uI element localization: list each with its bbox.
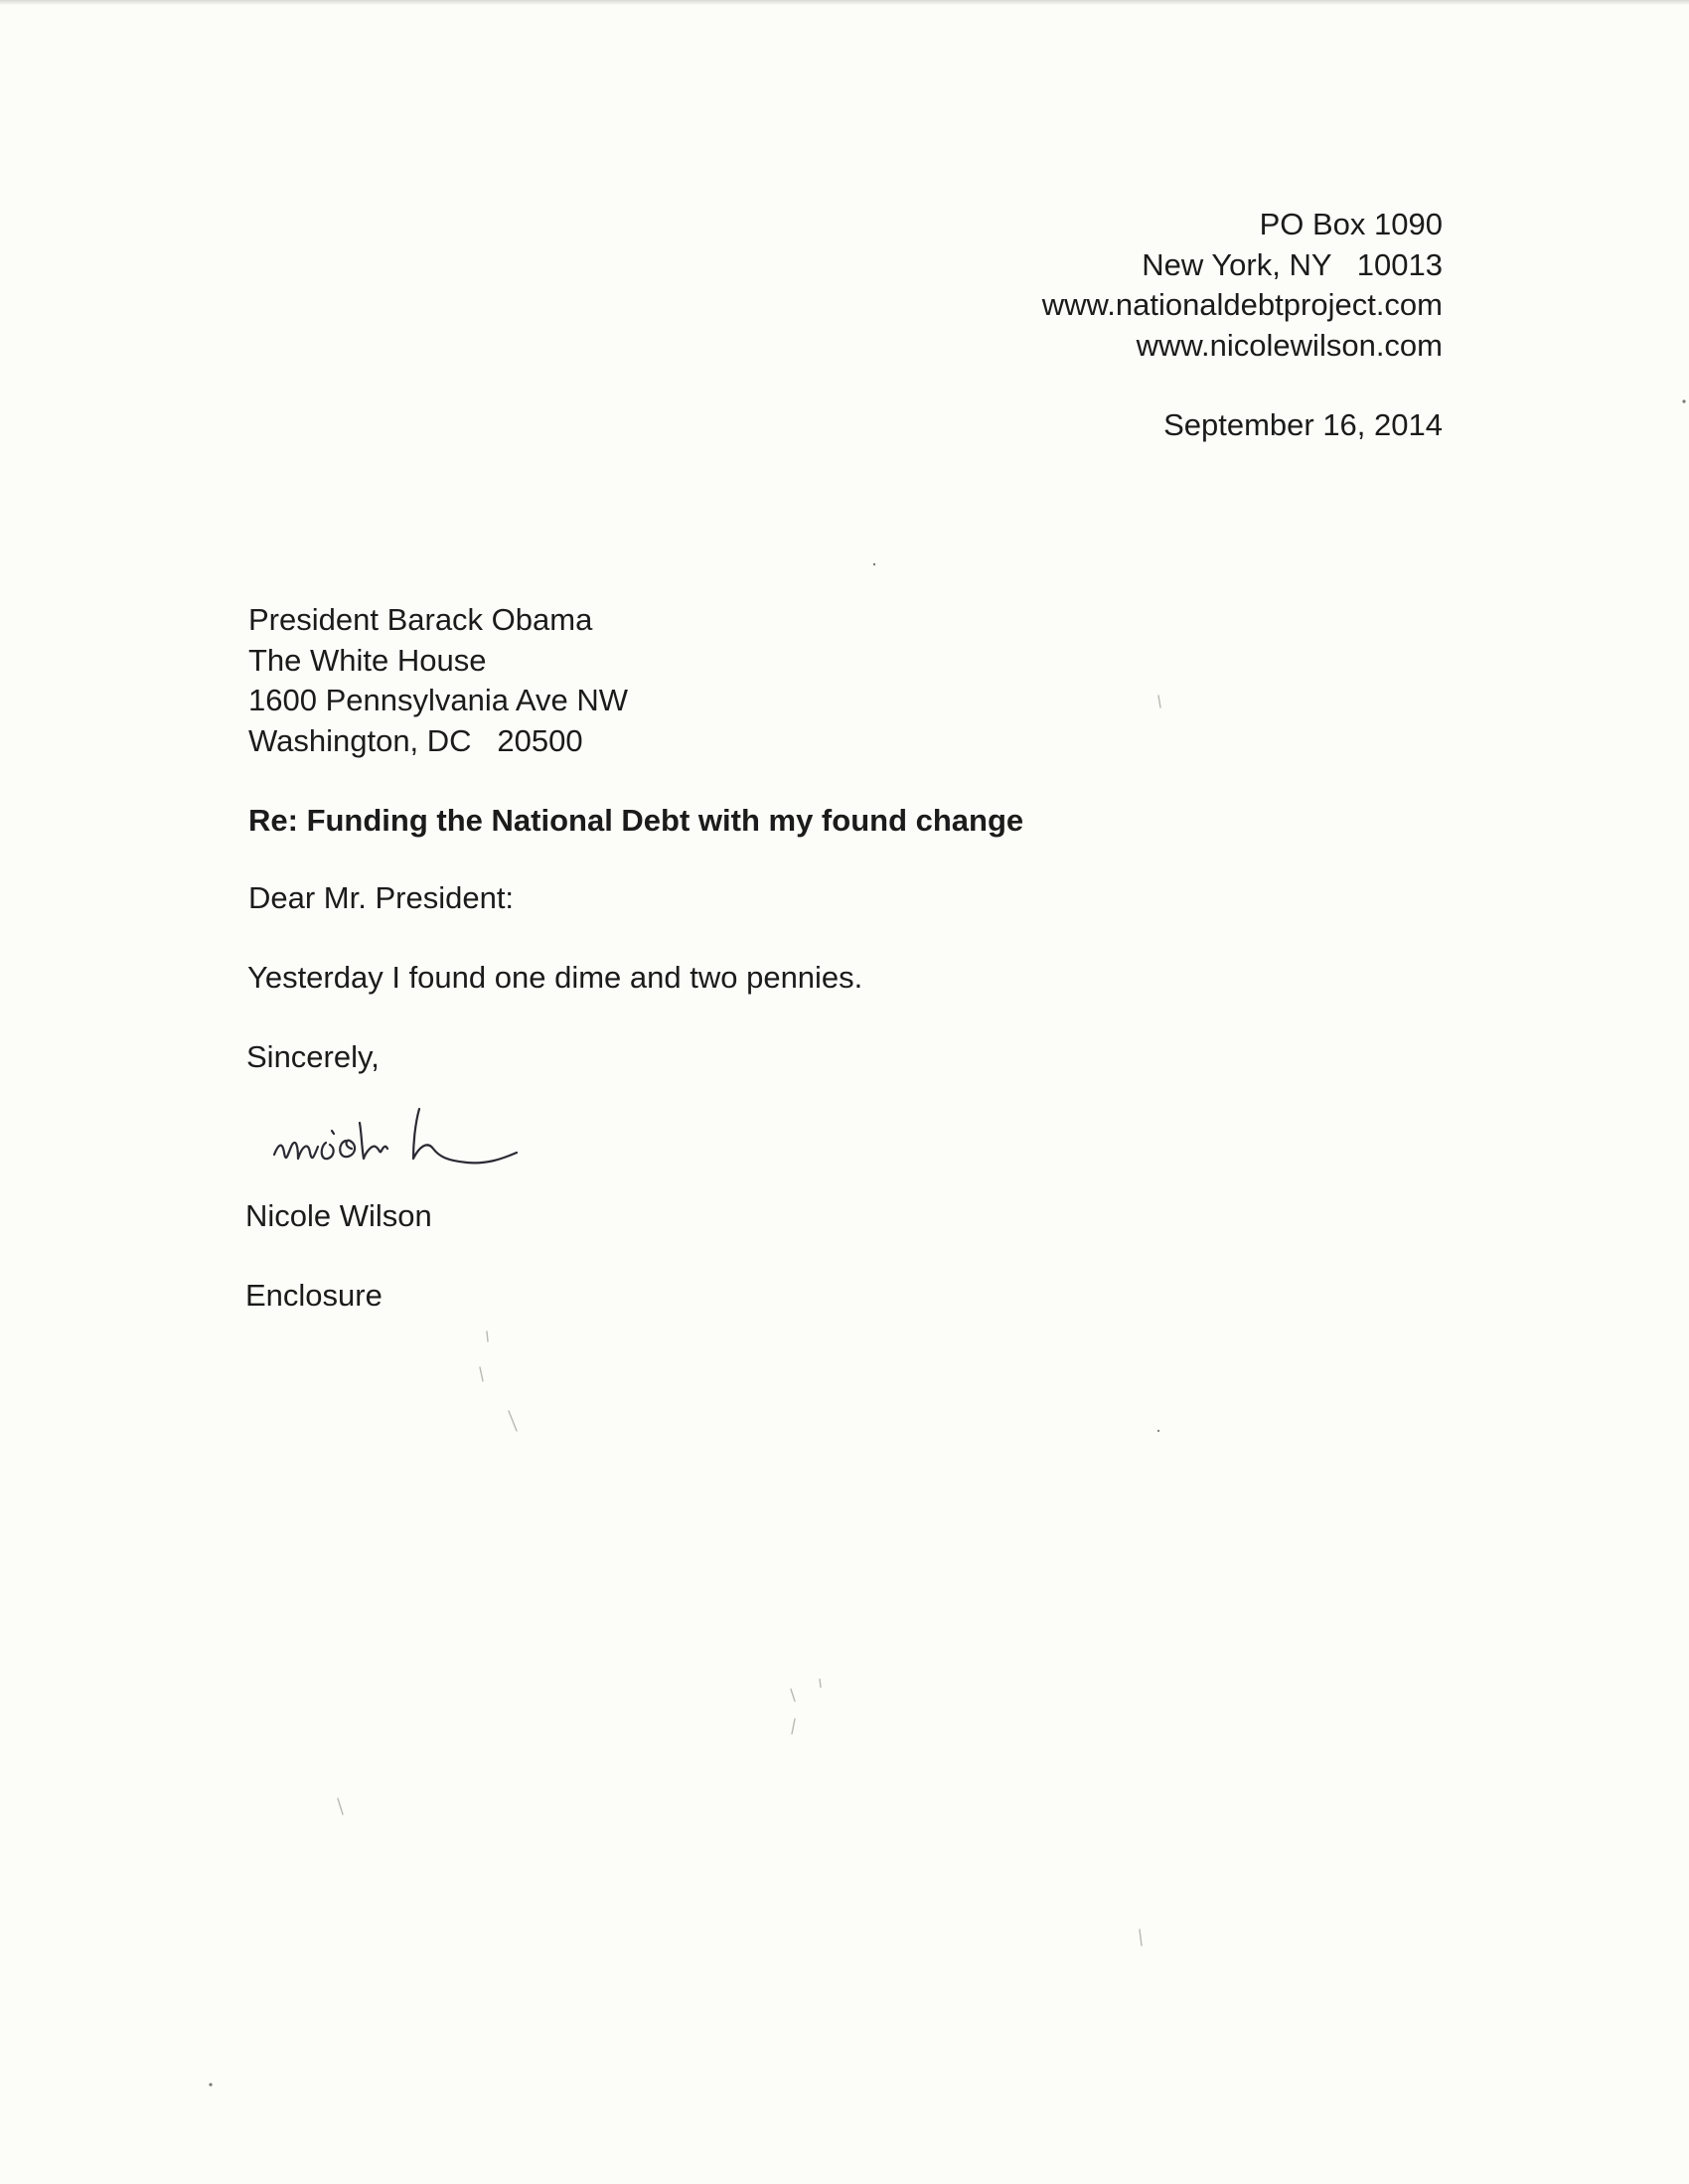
sender-website-personal: www.nicolewilson.com [1136, 327, 1443, 363]
recipient-name: President Barack Obama [248, 602, 593, 637]
sender-po-box: PO Box 1090 [1259, 207, 1443, 241]
recipient-address-block [248, 600, 628, 761]
scan-edge [0, 0, 1689, 5]
letter-date: September 16, 2014 [1163, 407, 1443, 442]
salutation: Dear Mr. President: [248, 880, 515, 915]
signer-name: Nicole Wilson [245, 1198, 432, 1233]
recipient-street: 1600 Pennsylvania Ave NW [248, 683, 628, 717]
sender-address-block [1042, 205, 1443, 366]
subject-line: Re: Funding the National Debt with my found change [248, 803, 1024, 838]
sender-website-project: www.nationaldebtproject.com [1041, 287, 1443, 322]
letter-body: Yesterday I found one dime and two pennies. [247, 960, 863, 995]
handwritten-signature [268, 1103, 616, 1182]
closing: Sincerely, [246, 1039, 380, 1074]
sender-city-state-zip: New York, NY 10013 [1142, 246, 1443, 282]
enclosure-note: Enclosure [245, 1278, 383, 1313]
recipient-city-state-zip: Washington, DC 20500 [248, 722, 583, 758]
recipient-organization: The White House [248, 642, 487, 678]
